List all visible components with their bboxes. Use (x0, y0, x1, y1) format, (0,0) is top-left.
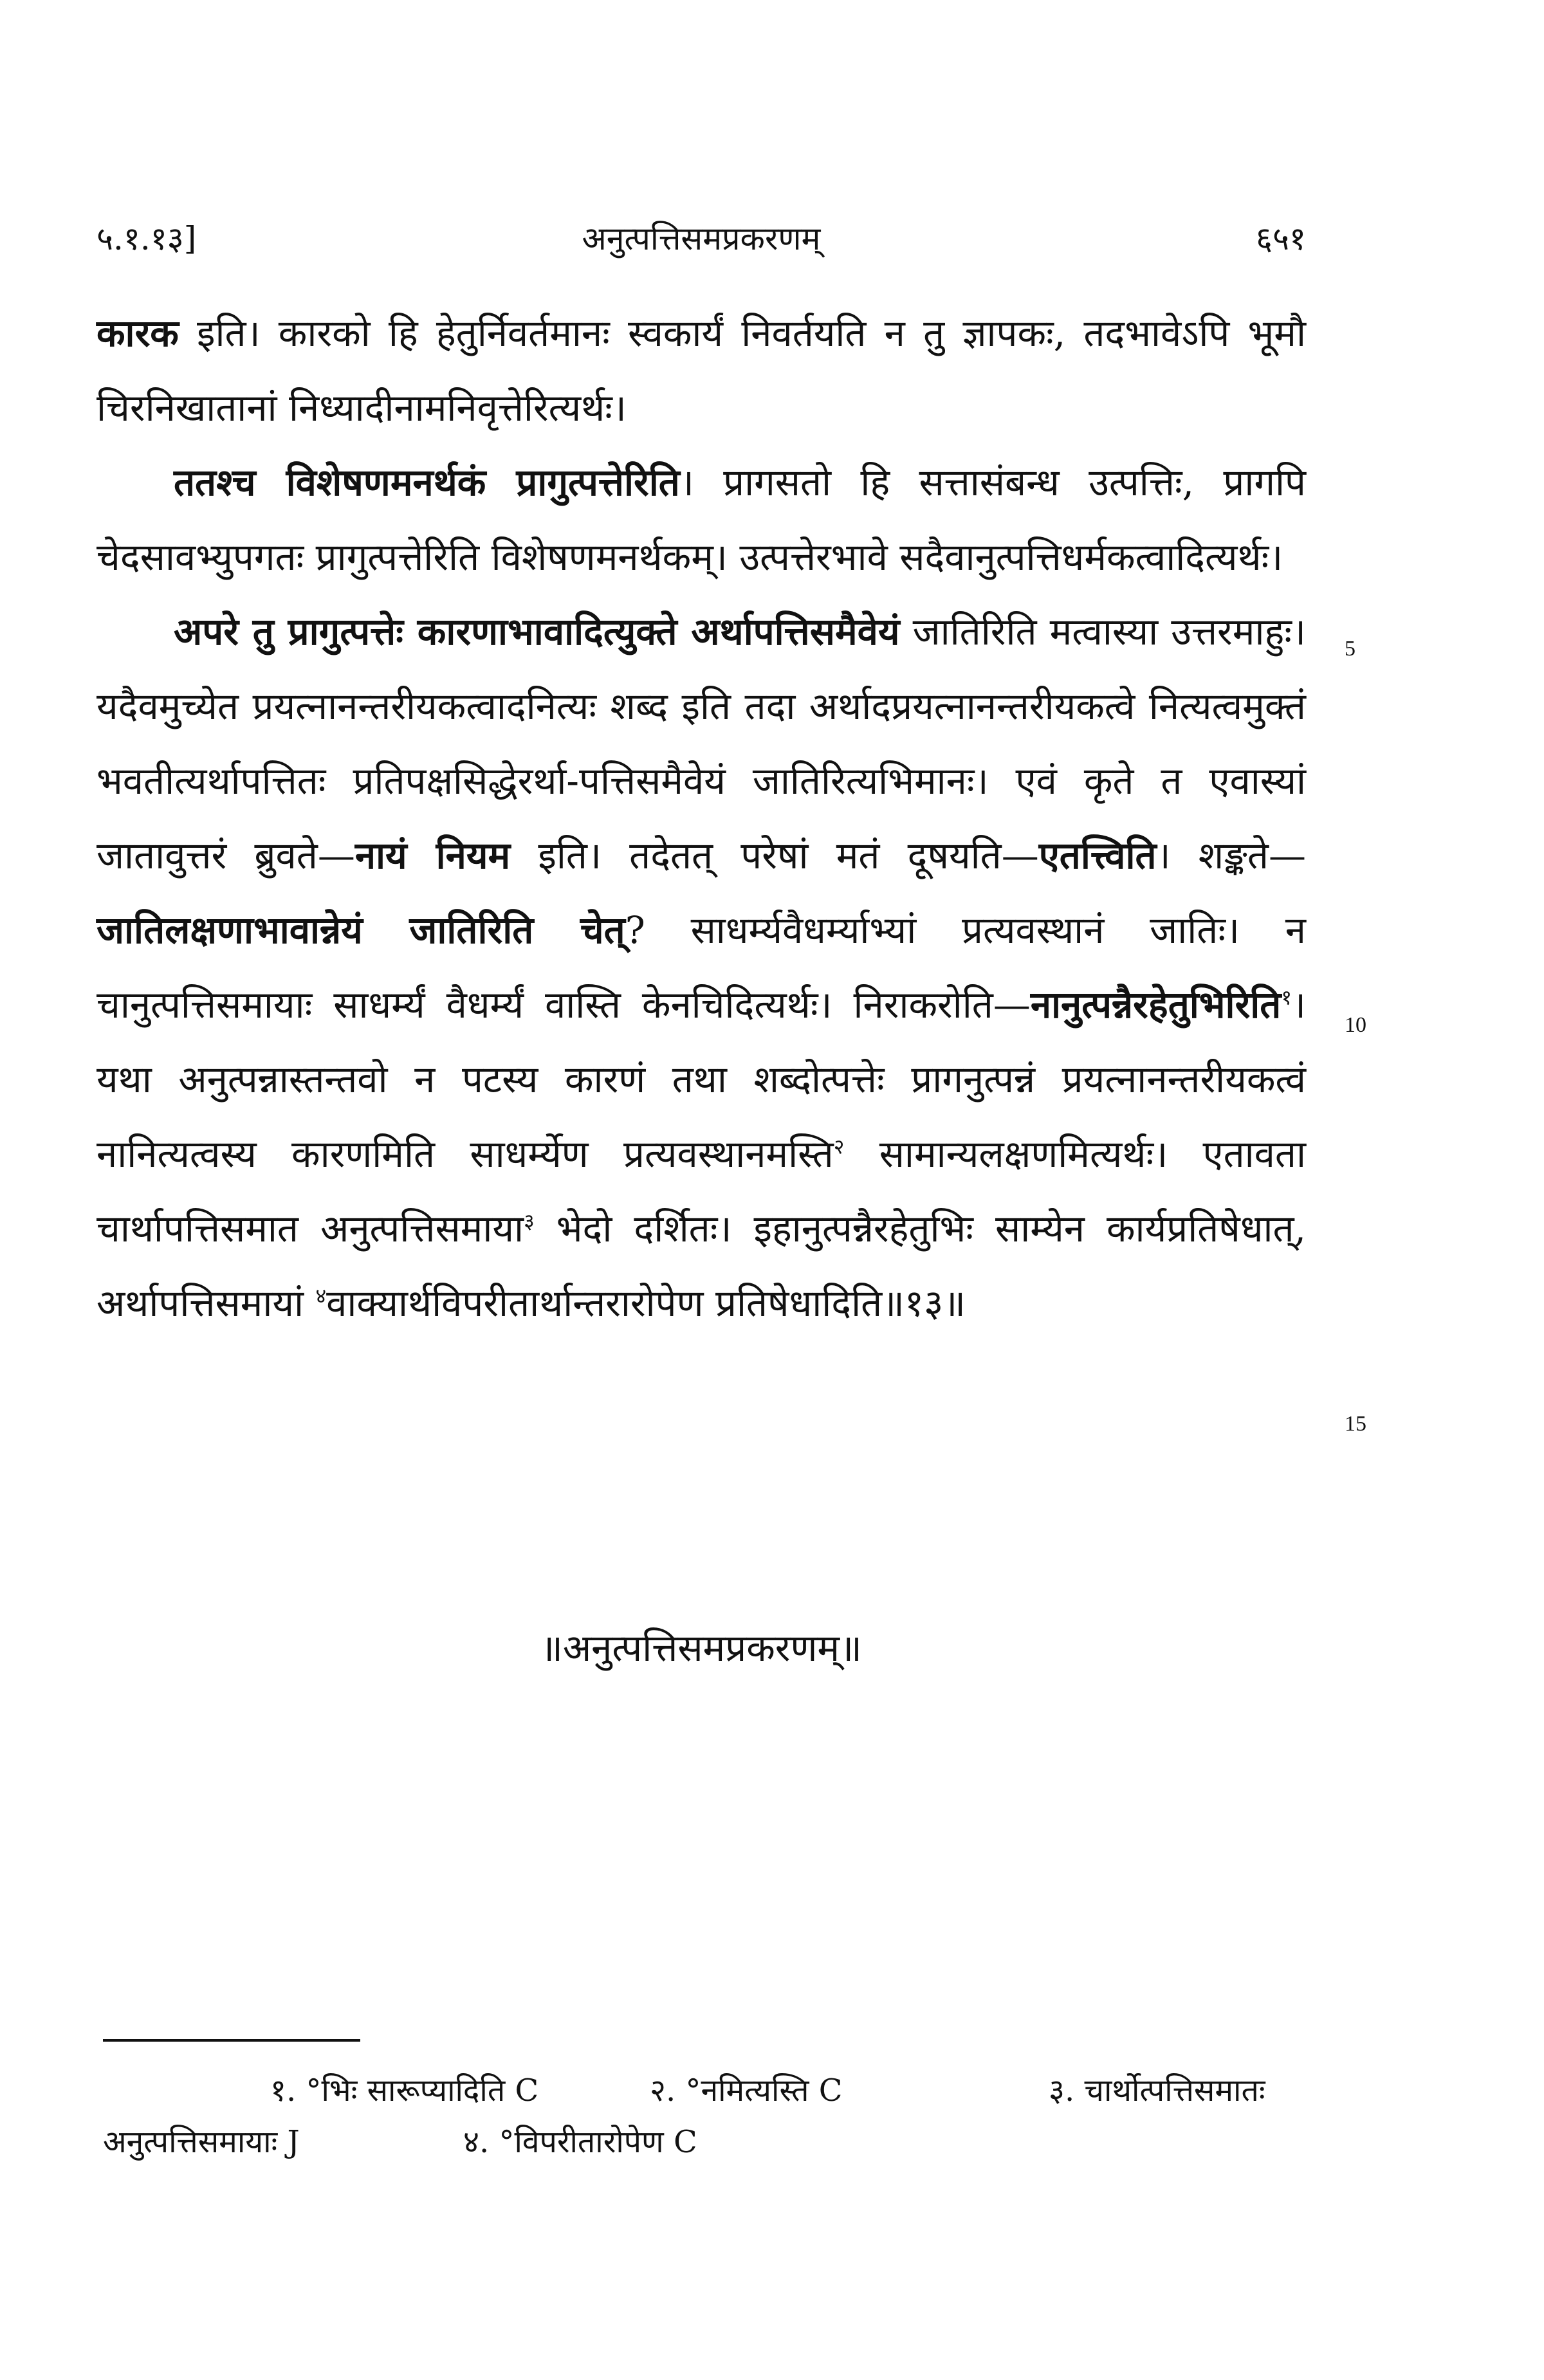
footnote-marker: २ (833, 1134, 845, 1159)
footnote-3-continued: अनुत्पत्तिसमायाः J (103, 2124, 300, 2160)
footnote-marker: ४ (315, 1283, 327, 1308)
commentary-body (96, 296, 1306, 1341)
bold-term: नायं नियम (354, 834, 511, 877)
page-number: ६५१ (1256, 220, 1306, 257)
bold-term: ततश्च विशेषणमनर्थकं प्रागुत्पत्तेरिति (174, 461, 680, 504)
footnote-2: २. °नमित्यस्ति C (650, 2073, 843, 2109)
running-header (96, 215, 1306, 267)
line-number: 10 (1345, 1013, 1366, 1037)
paragraph (96, 445, 1306, 594)
footnote-3: ३. चार्थोत्पत्तिसमातः (1049, 2073, 1265, 2109)
footnotes (103, 2065, 1306, 2168)
bold-term: जातिलक्षणाभावान्नेयं जातिरिति चेत् (96, 908, 625, 952)
text-run: वाक्यार्थविपरीतार्थान्तरारोपेण प्रतिषेधादिति॥१३॥ (326, 1281, 966, 1325)
text-run: सामान्यलक्षणमित्यर्थः। एतावता चार्थापत्तिसमात अनुत्पत्तिसमाया (96, 1132, 1306, 1250)
chapter-closing-title: ॥अनुत्पत्तिसमप्रकरणम्॥ (540, 1626, 862, 1670)
line-number: 15 (1345, 1412, 1366, 1436)
bold-term: एतत्त्विति (1038, 834, 1157, 877)
text-run: जातिरिति मत्वास्या उत्तरमाहुः। यदैवमुच्येत प्रयत्नानन्तरीयकत्वादनित्यः शब्द इति तदा अर्थादप्रयत्नानन्तरीयकत्वे नित्यत्वमुक्तं भवतीत्यर्थापत्तितः प्रतिपक्षसिद्धेरर्था-पत्तिसमैवेयं जातिरित्यभिमानः। एवं कृते त एवास्यां जातावुत्तरं ब्रुवते— (96, 610, 1306, 877)
bold-term: नानुत्पन्नैरहेतुभिरिति (1030, 983, 1282, 1027)
text-run: । शङ्कते— (1156, 834, 1306, 877)
text-run: इति। तदेतत् परेषां मतं दूषयति— (510, 834, 1039, 877)
paragraph (96, 296, 1306, 445)
running-title: अनुत्पत्तिसमप्रकरणम् (582, 220, 821, 257)
text-run: ? साधर्म्यवैधर्म्याभ्यां प्रत्यवस्थानं जातिः। न चानुत्पत्तिसमायाः साधर्म्यं वैधर्म्यं वास्ति केनचिदित्यर्थः। निराकरोति— (96, 908, 1306, 1027)
footnote-1: १. °भिः सारूप्यादिति C (270, 2073, 539, 2109)
line-number: 5 (1345, 637, 1356, 661)
bold-term: अपरे तु प्रागुत्पत्तेः कारणाभावादित्युक्ते अर्थापत्तिसमैवेयं (174, 610, 900, 654)
bold-term: कारक (96, 311, 179, 355)
text-run: । यथा अनुत्पन्नास्तन्तवो न पटस्य कारणं तथा शब्दोत्पत्तेः प्रागनुत्पन्नं प्रयत्नानन्तरीयकत्वं नानित्यत्वस्य कारणमिति साधर्म्येण प्रत्यवस्थानमस्ति (96, 983, 1306, 1176)
text-run: । प्रागसतो हि सत्तासंबन्ध उत्पत्तिः, प्रागपि चेदसावभ्युपगतः प्रागुत्पत्तेरिति विशेषणमनर्थकम्। उत्पत्तेरभावे सदैवानुत्पत्तिधर्मकत्वादित्यर्थः। (96, 461, 1306, 579)
footnote-4: ४. °विपरीतारोपेण C (463, 2124, 697, 2160)
footnote-marker: ३ (524, 1209, 535, 1234)
paragraph (96, 594, 1306, 1341)
text-run: भेदो दर्शितः। इहानुत्पन्नैरहेतुभिः साम्येन कार्यप्रतिषेधात्, अर्थापत्तिसमायां (96, 1207, 1307, 1325)
footnote-rule (103, 2039, 360, 2042)
section-reference: ५.१.१३] (96, 220, 197, 257)
footnote-marker: १ (1281, 985, 1292, 1010)
text-run: इति। कारको हि हेतुर्निवर्तमानः स्वकार्यं निवर्तयति न तु ज्ञापकः, तदभावेऽपि भूमौ चिरनिखातानां निध्यादीनामनिवृत्तेरित्यर्थः। (96, 311, 1306, 430)
